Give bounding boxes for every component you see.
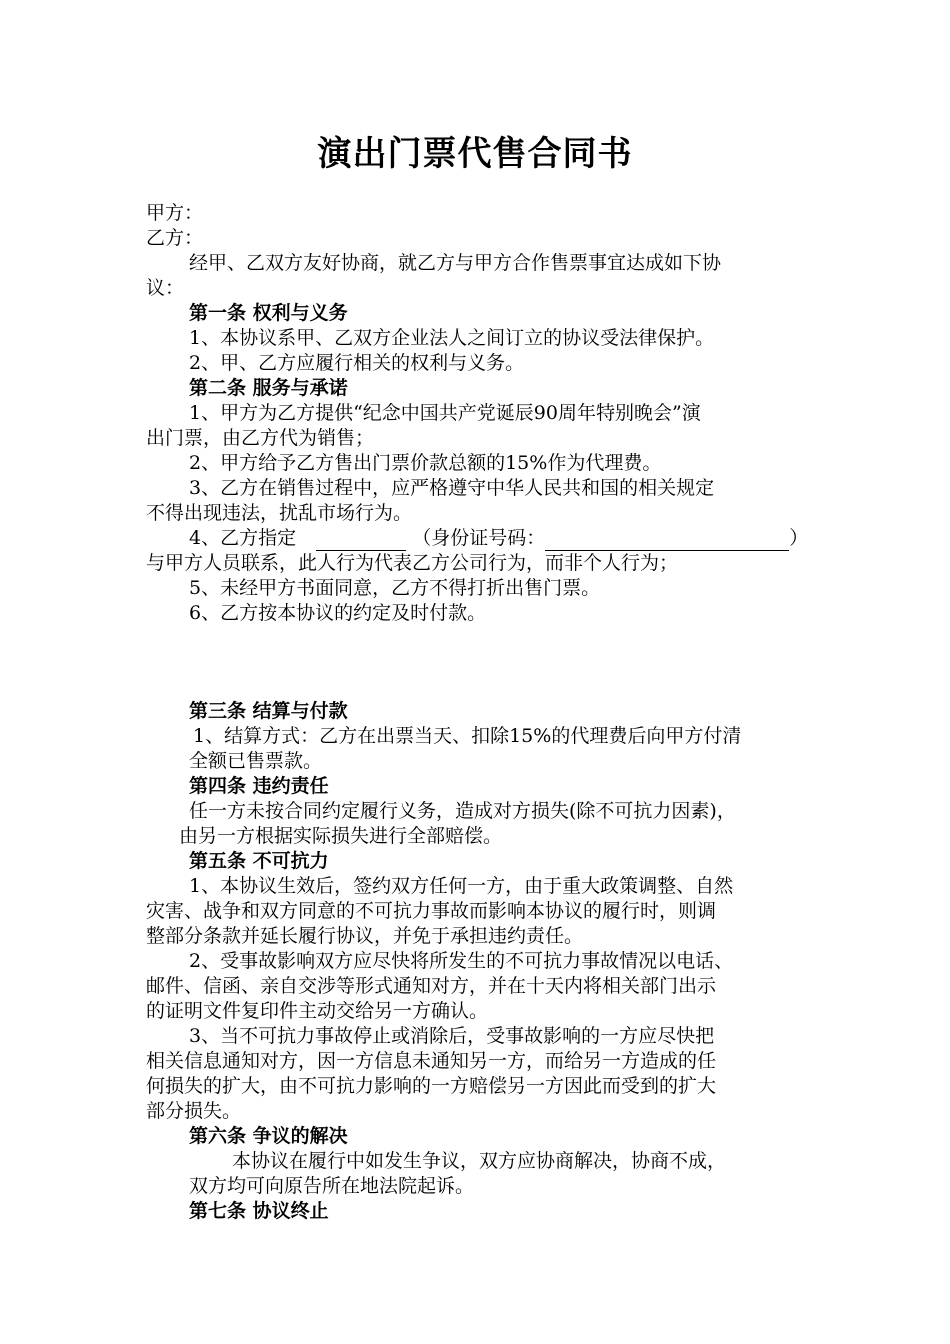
article-5-item-3-line-4: 部分损失。 [146,1100,242,1122]
article-3-item-1-line-2: 全额已售票款。 [189,750,323,772]
article-1-item-2: 2、甲、乙方应履行相关的权利与义务。 [189,352,525,374]
article-5-item-2-line-1: 2、受事故影响双方应尽快将所发生的不可抗力事故情况以电话、 [189,950,734,972]
article-4-line-2: 由另一方根据实际损失进行全部赔偿。 [179,825,503,847]
article-2-item-5: 5、未经甲方书面同意，乙方不得打折出售门票。 [189,577,601,599]
article-1-heading: 第一条 权利与义务 [189,302,348,324]
article-2-item-2: 2、甲方给予乙方售出门票价款总额的15%作为代理费。 [189,452,662,474]
article-2-heading: 第二条 服务与承诺 [189,377,348,399]
article-4-heading: 第四条 违约责任 [189,775,329,797]
article-5-item-2-line-3: 的证明文件复印件主动交给另一方确认。 [146,1000,489,1022]
article-2-item-3-line-2: 不得出现违法，扰乱市场行为。 [146,502,413,524]
designee-name-blank[interactable] [316,532,406,551]
article-2-item-1-line-2: 出门票，由乙方代为销售； [146,427,375,449]
article-5-item-3-line-2: 相关信息通知对方，因一方信息未通知另一方，而给另一方造成的任 [146,1050,717,1072]
article-3-heading: 第三条 结算与付款 [189,700,348,722]
article-5-item-1-line-3: 整部分条款并延长履行协议，并免于承担违约责任。 [146,925,584,947]
article-5-heading: 第五条 不可抗力 [189,850,329,872]
article-2-item-4-line-2: 与甲方人员联系，此人行为代表乙方公司行为，而非个人行为； [146,552,679,574]
article-2-item-4-line-1 [189,526,808,551]
article-1-item-1: 1、本协议系甲、乙双方企业法人之间订立的协议受法律保护。 [189,327,715,349]
party-b-label: 乙方： [146,227,204,249]
id-number-blank[interactable] [545,532,789,551]
article-5-item-1-line-1: 1、本协议生效后，签约双方任何一方，由于重大政策调整、自然 [189,875,734,897]
article-4-line-1: 任一方未按合同约定履行义务，造成对方损失(除不可抗力因素)， [189,800,736,822]
article-2-item-1-line-1: 1、甲方为乙方提供“纪念中国共产党诞辰90周年特别晚会”演 [189,402,701,424]
article-7-heading: 第七条 协议终止 [189,1200,329,1222]
article-6-line-2: 双方均可向原告所在地法院起诉。 [189,1175,475,1197]
article-2-item-3-line-1: 3、乙方在销售过程中，应严格遵守中华人民共和国的相关规定 [189,477,715,499]
article-3-item-1-line-1: 1、结算方式：乙方在出票当天、扣除15%的代理费后向甲方付清 [193,725,742,747]
article-6-heading: 第六条 争议的解决 [189,1125,348,1147]
article-5-item-3-line-3: 何损失的扩大，由不可抗力影响的一方赔偿另一方因此而受到的扩大 [146,1075,717,1097]
item-4-id-label: （身份证号码： [412,527,546,549]
article-5-item-3-line-1: 3、当不可抗力事故停止或消除后，受事故影响的一方应尽快把 [189,1025,715,1047]
article-5-item-1-line-2: 灾害、战争和双方同意的不可抗力事故而影响本协议的履行时，则调 [146,900,717,922]
article-6-line-1: 本协议在履行中如发生争议，双方应协商解决，协商不成， [232,1150,727,1172]
article-2-item-6: 6、乙方按本协议的约定及时付款。 [189,602,487,624]
document-title: 演出门票代售合同书 [317,134,633,174]
article-5-item-2-line-2: 邮件、信函、亲自交涉等形式通知对方，并在十天内将相关部门出示 [146,975,717,997]
intro-line-1: 经甲、乙双方友好协商，就乙方与甲方合作售票事宜达成如下协 [189,252,722,274]
item-4-prefix: 4、乙方指定 [189,527,297,549]
party-a-label: 甲方： [146,202,204,224]
item-4-suffix: ） [789,527,809,549]
intro-line-2: 议： [146,277,185,299]
